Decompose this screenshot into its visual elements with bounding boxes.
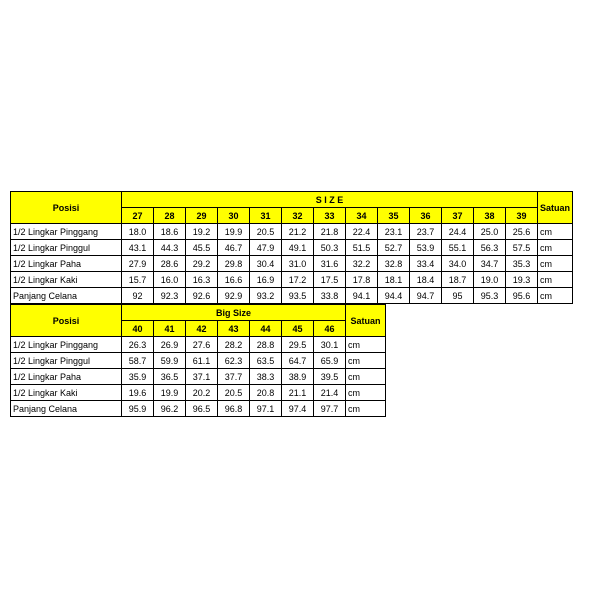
row-label: 1/2 Lingkar Paha [11, 369, 122, 385]
measurement-cell: 49.1 [282, 240, 314, 256]
size-number: 29 [186, 208, 218, 224]
measurement-cell: 32.8 [378, 256, 410, 272]
posisi-header: Posisi [11, 192, 122, 224]
measurement-cell: 56.3 [474, 240, 506, 256]
size-number: 35 [378, 208, 410, 224]
measurement-cell: 61.1 [186, 353, 218, 369]
measurement-cell: 58.7 [122, 353, 154, 369]
size-number: 31 [250, 208, 282, 224]
header-row [11, 192, 573, 208]
measurement-cell: 19.9 [218, 224, 250, 240]
measurement-cell: 17.2 [282, 272, 314, 288]
measurement-cell: 47.9 [250, 240, 282, 256]
measurement-cell: 38.9 [282, 369, 314, 385]
measurement-cell: 23.7 [410, 224, 442, 240]
size-number: 30 [218, 208, 250, 224]
table-row [11, 401, 386, 417]
table-row [11, 272, 573, 288]
row-label: 1/2 Lingkar Kaki [11, 385, 122, 401]
measurement-cell: 18.7 [442, 272, 474, 288]
measurement-cell: 16.0 [154, 272, 186, 288]
measurement-cell: 21.4 [314, 385, 346, 401]
row-label: 1/2 Lingkar Pinggang [11, 337, 122, 353]
measurement-cell: 63.5 [250, 353, 282, 369]
measurement-cell: 24.4 [442, 224, 474, 240]
measurement-cell: 95.3 [474, 288, 506, 304]
measurement-cell: 18.4 [410, 272, 442, 288]
measurement-cell: 62.3 [218, 353, 250, 369]
measurement-cell: 96.2 [154, 401, 186, 417]
measurement-cell: 94.4 [378, 288, 410, 304]
row-label: 1/2 Lingkar Pinggang [11, 224, 122, 240]
measurement-cell: 19.6 [122, 385, 154, 401]
size-number: 38 [474, 208, 506, 224]
measurement-cell: 45.5 [186, 240, 218, 256]
measurement-cell: 21.8 [314, 224, 346, 240]
table-row [11, 369, 386, 385]
measurement-cell: 19.9 [154, 385, 186, 401]
measurement-cell: 26.3 [122, 337, 154, 353]
measurement-cell: 95 [442, 288, 474, 304]
measurement-cell: 96.8 [218, 401, 250, 417]
measurement-cell: 31.6 [314, 256, 346, 272]
table-row [11, 256, 573, 272]
measurement-cell: 29.5 [282, 337, 314, 353]
unit-cell: cm [346, 337, 386, 353]
measurement-cell: 15.7 [122, 272, 154, 288]
measurement-cell: 38.3 [250, 369, 282, 385]
measurement-cell: 96.5 [186, 401, 218, 417]
measurement-cell: 21.2 [282, 224, 314, 240]
measurement-cell: 19.0 [474, 272, 506, 288]
measurement-cell: 16.3 [186, 272, 218, 288]
measurement-cell: 25.6 [506, 224, 538, 240]
measurement-cell: 52.7 [378, 240, 410, 256]
measurement-cell: 27.9 [122, 256, 154, 272]
measurement-cell: 93.2 [250, 288, 282, 304]
measurement-cell: 35.3 [506, 256, 538, 272]
measurement-cell: 28.6 [154, 256, 186, 272]
measurement-cell: 97.4 [282, 401, 314, 417]
measurement-cell: 51.5 [346, 240, 378, 256]
unit-cell: cm [538, 224, 573, 240]
measurement-cell: 44.3 [154, 240, 186, 256]
measurement-cell: 92.9 [218, 288, 250, 304]
measurement-cell: 34.0 [442, 256, 474, 272]
measurement-cell: 94.1 [346, 288, 378, 304]
measurement-cell: 17.5 [314, 272, 346, 288]
size-number: 39 [506, 208, 538, 224]
measurement-cell: 57.5 [506, 240, 538, 256]
measurement-cell: 65.9 [314, 353, 346, 369]
unit-cell: cm [346, 385, 386, 401]
measurement-cell: 18.6 [154, 224, 186, 240]
measurement-cell: 20.8 [250, 385, 282, 401]
table-row [11, 385, 386, 401]
measurement-cell: 53.9 [410, 240, 442, 256]
measurement-cell: 18.1 [378, 272, 410, 288]
satuan-header: Satuan [346, 305, 386, 337]
unit-cell: cm [538, 272, 573, 288]
measurement-cell: 30.4 [250, 256, 282, 272]
measurement-cell: 37.1 [186, 369, 218, 385]
measurement-cell: 92.3 [154, 288, 186, 304]
measurement-cell: 94.7 [410, 288, 442, 304]
row-label: 1/2 Lingkar Paha [11, 256, 122, 272]
measurement-cell: 25.0 [474, 224, 506, 240]
unit-cell: cm [346, 353, 386, 369]
measurement-cell: 33.8 [314, 288, 346, 304]
size-number: 36 [410, 208, 442, 224]
size-number: 43 [218, 321, 250, 337]
measurement-cell: 28.2 [218, 337, 250, 353]
measurement-cell: 35.9 [122, 369, 154, 385]
measurement-cell: 21.1 [282, 385, 314, 401]
size-number: 28 [154, 208, 186, 224]
measurement-cell: 16.9 [250, 272, 282, 288]
table-row [11, 288, 573, 304]
measurement-cell: 20.2 [186, 385, 218, 401]
measurement-cell: 97.1 [250, 401, 282, 417]
unit-cell: cm [538, 256, 573, 272]
measurement-cell: 17.8 [346, 272, 378, 288]
big-size-table [10, 304, 386, 417]
table-row [11, 224, 573, 240]
row-label: 1/2 Lingkar Kaki [11, 272, 122, 288]
size-number: 32 [282, 208, 314, 224]
row-label: 1/2 Lingkar Pinggul [11, 240, 122, 256]
size-number: 46 [314, 321, 346, 337]
measurement-cell: 16.6 [218, 272, 250, 288]
measurement-cell: 31.0 [282, 256, 314, 272]
measurement-cell: 37.7 [218, 369, 250, 385]
measurement-cell: 26.9 [154, 337, 186, 353]
table-row [11, 337, 386, 353]
measurement-cell: 27.6 [186, 337, 218, 353]
posisi-header: Posisi [11, 305, 122, 337]
row-label: Panjang Celana [11, 288, 122, 304]
unit-cell: cm [538, 240, 573, 256]
row-label: Panjang Celana [11, 401, 122, 417]
size-header: S I Z E [122, 192, 538, 208]
measurement-cell: 46.7 [218, 240, 250, 256]
size-number: 45 [282, 321, 314, 337]
measurement-cell: 92.6 [186, 288, 218, 304]
measurement-cell: 29.2 [186, 256, 218, 272]
satuan-header: Satuan [538, 192, 573, 224]
size-number: 27 [122, 208, 154, 224]
measurement-cell: 93.5 [282, 288, 314, 304]
measurement-cell: 36.5 [154, 369, 186, 385]
size-header: Big Size [122, 305, 346, 321]
measurement-cell: 59.9 [154, 353, 186, 369]
unit-cell: cm [346, 369, 386, 385]
size-number: 33 [314, 208, 346, 224]
row-label: 1/2 Lingkar Pinggul [11, 353, 122, 369]
table-row [11, 353, 386, 369]
measurement-cell: 32.2 [346, 256, 378, 272]
measurement-cell: 19.2 [186, 224, 218, 240]
measurement-cell: 64.7 [282, 353, 314, 369]
unit-cell: cm [346, 401, 386, 417]
measurement-cell: 50.3 [314, 240, 346, 256]
size-number: 42 [186, 321, 218, 337]
measurement-cell: 22.4 [346, 224, 378, 240]
measurement-cell: 29.8 [218, 256, 250, 272]
unit-cell: cm [538, 288, 573, 304]
measurement-cell: 95.9 [122, 401, 154, 417]
size-table [10, 191, 573, 304]
size-number: 40 [122, 321, 154, 337]
table-row [11, 240, 573, 256]
measurement-cell: 55.1 [442, 240, 474, 256]
measurement-cell: 28.8 [250, 337, 282, 353]
measurement-cell: 39.5 [314, 369, 346, 385]
size-number: 44 [250, 321, 282, 337]
measurement-cell: 20.5 [218, 385, 250, 401]
measurement-cell: 92 [122, 288, 154, 304]
size-number: 37 [442, 208, 474, 224]
measurement-cell: 30.1 [314, 337, 346, 353]
measurement-cell: 20.5 [250, 224, 282, 240]
header-row [11, 305, 386, 321]
measurement-cell: 34.7 [474, 256, 506, 272]
measurement-cell: 18.0 [122, 224, 154, 240]
size-number: 34 [346, 208, 378, 224]
measurement-cell: 33.4 [410, 256, 442, 272]
measurement-cell: 97.7 [314, 401, 346, 417]
measurement-cell: 23.1 [378, 224, 410, 240]
measurement-cell: 19.3 [506, 272, 538, 288]
measurement-cell: 95.6 [506, 288, 538, 304]
size-number: 41 [154, 321, 186, 337]
measurement-cell: 43.1 [122, 240, 154, 256]
